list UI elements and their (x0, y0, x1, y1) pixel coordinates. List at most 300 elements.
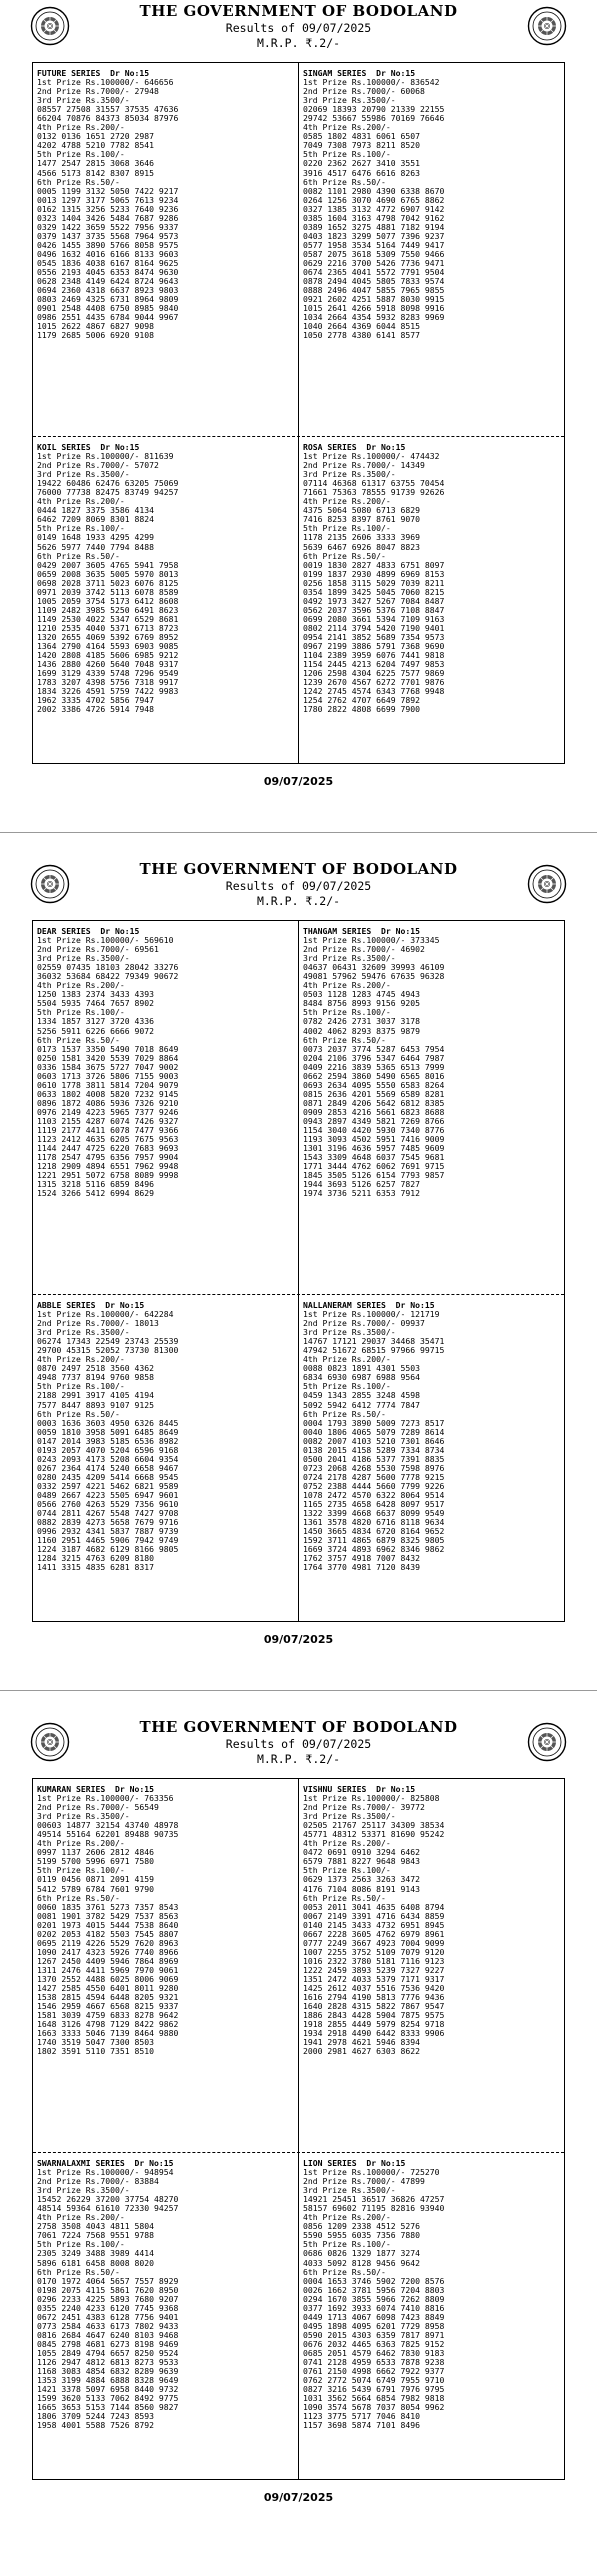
sheet-separator (0, 1690, 597, 1691)
result-line: 0610 1778 3811 5814 7204 9079 (37, 1079, 179, 1090)
result-line: 0827 3216 5439 6791 7976 9795 (303, 2384, 445, 2395)
result-line: 1538 2815 4594 6448 8205 9321 (37, 1992, 179, 2003)
result-line: 1119 2177 4411 6078 7477 9366 (37, 1125, 179, 1136)
result-line: 1764 3770 4981 7120 8439 (303, 1562, 420, 1573)
result-line: 2nd Prize Rs.7000/- 46902 (303, 944, 425, 955)
result-line: 0327 1385 3132 4772 6907 9142 (303, 203, 445, 214)
result-line: 0059 1810 3958 5091 6485 8649 (37, 1426, 179, 1437)
result-line: 1st Prize Rs.100000/- 646656 (37, 77, 174, 88)
result-line: 0628 2348 4149 6424 8724 9643 (37, 276, 179, 287)
footer-date: 09/07/2025 (263, 1633, 334, 1646)
result-line: 1016 2322 3780 5181 7116 9123 (303, 1955, 445, 1966)
result-line: 0577 1958 3534 5164 7449 9417 (303, 239, 445, 250)
results-box (32, 1778, 565, 2480)
result-line: 0005 1199 3132 5050 7422 9217 (37, 185, 179, 196)
result-line: 5th Prize Rs.100/- (303, 523, 391, 534)
result-line: 5th Prize Rs.100/- (37, 1865, 125, 1876)
result-line: 0878 2494 4045 5805 7833 9574 (303, 276, 445, 287)
result-line: 1301 3196 4636 5957 7485 9609 (303, 1143, 445, 1154)
mrp-price: M.R.P. ₹.2/- (256, 894, 341, 908)
result-line: 0040 1806 4065 5079 7289 8614 (303, 1426, 445, 1437)
emblem-right (527, 864, 567, 904)
result-line: 00603 14877 32154 43740 48978 (37, 1820, 179, 1831)
result-line: 0250 1581 3420 5539 7029 8864 (37, 1052, 179, 1063)
result-line: 1962 3335 4702 5856 7947 (37, 695, 154, 706)
result-line: 0724 2178 4287 5600 7778 9215 (303, 1471, 445, 1482)
series-block (303, 443, 561, 714)
result-line: 0816 2684 4647 6240 8103 9468 (37, 2329, 179, 2340)
result-line: 5092 5942 6412 7774 7847 (303, 1399, 420, 1410)
row-divider (33, 1294, 564, 1295)
result-line: 45771 48312 53371 81690 95242 (303, 1829, 445, 1840)
result-line: 4th Prize Rs.200/- (37, 1838, 125, 1849)
result-line: 2758 3508 4043 4811 5804 (37, 2221, 154, 2232)
result-line: 0495 1898 4095 6201 7729 8958 (303, 2320, 445, 2331)
series-block (303, 69, 561, 340)
result-line: 7577 8447 8893 9107 9125 (37, 1399, 154, 1410)
result-line: 4202 4788 5210 7782 8541 (37, 140, 154, 151)
result-line: 49081 57962 59476 67635 96328 (303, 971, 445, 982)
result-line: 7049 7308 7973 8211 8520 (303, 140, 420, 151)
result-line: 0199 1837 2930 4899 6969 8153 (303, 568, 445, 579)
result-line: 1168 3083 4854 6832 8289 9639 (37, 2366, 179, 2377)
result-line: 1364 2790 4164 5593 6903 9085 (37, 641, 179, 652)
series-block (37, 927, 295, 1198)
result-line: 1370 2552 4488 6025 8006 9069 (37, 1973, 179, 1984)
result-line: 1944 3693 5126 6257 7827 (303, 1179, 420, 1190)
result-line: 0147 2014 3983 5185 6536 8982 (37, 1435, 179, 1446)
result-line: 5th Prize Rs.100/- (37, 1007, 125, 1018)
result-line: 0667 2228 3605 4762 6979 8961 (303, 1928, 445, 1939)
result-line: 6th Prize Rs.50/- (37, 1892, 120, 1903)
series-name: ROSA SERIES Dr No:15 (303, 443, 406, 452)
result-line: 0429 2007 3605 4765 5941 7958 (37, 559, 179, 570)
result-line: 0403 1823 3299 5077 7396 9237 (303, 230, 445, 241)
series-block (37, 1785, 295, 2056)
result-line: 1st Prize Rs.100000/- 121719 (303, 1309, 440, 1320)
result-line: 0633 1802 4008 5820 7232 9145 (37, 1088, 179, 1099)
result-line: 1031 3562 5664 6854 7982 9818 (303, 2393, 445, 2404)
result-line: 1783 3207 4398 5756 7318 9917 (37, 677, 179, 688)
series-name: VISHNU SERIES Dr No:15 (303, 1785, 416, 1794)
result-line: 0699 2080 3661 5394 7109 9163 (303, 613, 445, 624)
result-line: 1663 3333 5046 7139 8464 9880 (37, 2028, 179, 2039)
result-line: 6th Prize Rs.50/- (303, 1408, 386, 1419)
result-line: 5504 5935 7464 7657 8902 (37, 998, 154, 1009)
result-line: 0426 1455 3890 5766 8058 9575 (37, 239, 179, 250)
series-block (303, 2159, 561, 2430)
result-line: 0723 2068 4268 5530 7598 8976 (303, 1462, 445, 1473)
result-line: 0389 1652 3275 4881 7182 9194 (303, 221, 445, 232)
result-line: 2nd Prize Rs.7000/- 60068 (303, 86, 425, 97)
result-line: 5590 5955 6035 7356 7880 (303, 2230, 420, 2241)
result-line: 1206 2598 4304 6225 7577 9869 (303, 668, 445, 679)
result-line: 0243 2093 4173 5208 6604 9354 (37, 1453, 179, 1464)
series-name: KOIL SERIES Dr No:15 (37, 443, 140, 452)
row-divider (33, 436, 564, 437)
result-line: 0004 1653 3746 5902 7200 8576 (303, 2275, 445, 2286)
sheet-separator (0, 832, 597, 833)
result-line: 14767 17121 29037 34468 35471 (303, 1336, 445, 1347)
result-line: 6th Prize Rs.50/- (303, 1892, 386, 1903)
result-line: 19422 60486 62476 63205 75069 (37, 478, 179, 489)
result-line: 6834 6930 6987 6988 9564 (303, 1372, 420, 1383)
result-line: 0685 2051 4579 6462 7830 9183 (303, 2347, 445, 2358)
result-line: 0379 1437 3735 5568 7964 9573 (37, 230, 179, 241)
result-line: 0264 1256 3070 4690 6765 8862 (303, 194, 445, 205)
series-name: DEAR SERIES Dr No:15 (37, 927, 140, 936)
series-block (303, 1301, 561, 1572)
result-line: 1179 2685 5006 6920 9108 (37, 330, 154, 341)
result-line: 1311 2476 4411 5969 7970 9061 (37, 1964, 179, 1975)
result-line: 58157 69602 71195 82816 93940 (303, 2203, 445, 2214)
emblem-icon (30, 864, 70, 904)
result-line: 0354 1899 3425 5045 7060 8215 (303, 586, 445, 597)
result-line: 1040 2664 4369 6044 8515 (303, 321, 420, 332)
result-line: 5th Prize Rs.100/- (37, 2239, 125, 2250)
emblem-left (30, 1722, 70, 1762)
result-line: 5199 5700 5996 6971 7580 (37, 1856, 154, 1867)
result-line: 0545 1836 4038 6167 8164 9625 (37, 257, 179, 268)
result-line: 1st Prize Rs.100000/- 725270 (303, 2167, 440, 2178)
result-line: 1218 2909 4894 6551 7962 9948 (37, 1161, 179, 1172)
result-line: 4th Prize Rs.200/- (303, 1354, 391, 1365)
result-line: 1421 3378 5097 6958 8440 9732 (37, 2384, 179, 2395)
result-line: 71661 75363 78555 91739 92626 (303, 487, 445, 498)
result-line: 4948 7737 8194 9760 9858 (37, 1372, 154, 1383)
result-line: 1st Prize Rs.100000/- 474432 (303, 451, 440, 462)
result-line: 1242 2745 4574 6343 7768 9948 (303, 686, 445, 697)
result-line: 1165 2735 4658 6428 8097 9517 (303, 1499, 445, 1510)
result-line: 0067 2149 3391 4716 6434 8859 (303, 1910, 445, 1921)
result-line: 1581 3039 4759 6833 8278 9642 (37, 2010, 179, 2021)
result-line: 2nd Prize Rs.7000/- 09937 (303, 1318, 425, 1329)
result-line: 02505 21767 25117 34309 38534 (303, 1820, 445, 1831)
result-line: 4th Prize Rs.200/- (37, 980, 125, 991)
result-line: 1st Prize Rs.100000/- 373345 (303, 935, 440, 946)
result-line: 0629 1373 2563 3263 3472 (303, 1874, 420, 1885)
result-line: 3rd Prize Rs.3500/- (37, 953, 130, 964)
result-line: 1123 2412 4635 6205 7675 9563 (37, 1134, 179, 1145)
result-line: 0220 2362 2627 3410 3551 (303, 158, 420, 169)
result-line: 0698 2028 3711 5023 6076 8125 (37, 577, 179, 588)
result-line: 3rd Prize Rs.3500/- (37, 1811, 130, 1822)
result-line: 1104 2389 3959 6076 7441 9818 (303, 650, 445, 661)
result-line: 0845 2798 4681 6273 8198 9469 (37, 2338, 179, 2349)
result-line: 6579 7881 8227 9648 9843 (303, 1856, 420, 1867)
result-sheet (30, 0, 567, 805)
result-line: 0741 2128 4959 6533 7878 9238 (303, 2357, 445, 2368)
series-name: FUTURE SERIES Dr No:15 (37, 69, 150, 78)
sheet-header (30, 0, 567, 52)
result-line: 0674 2365 4041 5572 7791 9504 (303, 267, 445, 278)
result-line: 1st Prize Rs.100000/- 811639 (37, 451, 174, 462)
result-line: 0943 2897 4349 5821 7269 8766 (303, 1115, 445, 1126)
result-line: 0026 1662 3781 5956 7204 8803 (303, 2284, 445, 2295)
result-line: 1154 2445 4213 6204 7497 9853 (303, 659, 445, 670)
result-line: 2002 3386 4726 5914 7948 (37, 704, 154, 715)
series-block (303, 927, 561, 1198)
emblem-icon (527, 1722, 567, 1762)
result-line: 1090 3574 5678 7037 8054 9962 (303, 2402, 445, 2413)
result-line: 14921 25451 36517 36826 47257 (303, 2194, 445, 2205)
result-line: 1050 2778 4380 6141 8577 (303, 330, 420, 341)
result-line: 1616 2794 4190 5813 7776 9436 (303, 1992, 445, 2003)
result-line: 7061 7224 7568 9551 9788 (37, 2230, 154, 2241)
result-line: 1015 2622 4867 6827 9098 (37, 321, 154, 332)
emblem-icon (30, 1722, 70, 1762)
result-line: 4th Prize Rs.200/- (303, 1838, 391, 1849)
result-line: 3rd Prize Rs.3500/- (303, 469, 396, 480)
result-line: 3rd Prize Rs.3500/- (37, 1327, 130, 1338)
result-line: 0676 2032 4465 6363 7825 9152 (303, 2338, 445, 2349)
result-line: 0267 2364 4174 5240 6658 9467 (37, 1462, 179, 1473)
result-line: 1126 2947 4812 6813 8273 9533 (37, 2357, 179, 2368)
result-line: 1178 2547 4795 6356 7957 9904 (37, 1152, 179, 1163)
result-line: 1007 2255 3752 5109 7079 9120 (303, 1946, 445, 1957)
column-divider (298, 1779, 299, 2479)
result-line: 4th Prize Rs.200/- (303, 496, 391, 507)
result-line: 1411 3315 4835 6281 8317 (37, 1562, 154, 1573)
result-line: 1154 3040 4420 5930 7340 8776 (303, 1125, 445, 1136)
result-line: 5th Prize Rs.100/- (303, 1007, 391, 1018)
result-line: 47942 51672 68515 97966 99715 (303, 1345, 445, 1356)
result-line: 6th Prize Rs.50/- (303, 176, 386, 187)
result-line: 0752 2388 4444 5660 7799 9226 (303, 1480, 445, 1491)
result-line: 2nd Prize Rs.7000/- 57072 (37, 460, 159, 471)
result-line: 0777 2249 3667 4923 7004 9099 (303, 1937, 445, 1948)
result-line: 3rd Prize Rs.3500/- (37, 95, 130, 106)
result-line: 76000 77738 82475 83749 94257 (37, 487, 179, 498)
result-line: 2nd Prize Rs.7000/- 83884 (37, 2176, 159, 2187)
column-divider (298, 921, 299, 1621)
result-line: 66204 70876 84373 85034 87976 (37, 113, 179, 124)
result-line: 6th Prize Rs.50/- (37, 1034, 120, 1045)
emblem-icon (527, 864, 567, 904)
result-line: 0566 2760 4263 5529 7356 9610 (37, 1499, 179, 1510)
result-line: 4th Prize Rs.200/- (303, 2212, 391, 2223)
result-line: 1436 2880 4260 5640 7048 9317 (37, 659, 179, 670)
result-line: 1802 3591 5110 7351 8510 (37, 2046, 154, 2057)
result-line: 1599 3620 5133 7062 8492 9775 (37, 2393, 179, 2404)
result-line: 0149 1648 1933 4295 4299 (37, 532, 154, 543)
result-line: 8484 8756 8993 9156 9205 (303, 998, 420, 1009)
result-line: 0004 1793 3890 5009 7273 8517 (303, 1417, 445, 1428)
result-line: 1450 3665 4834 6720 8164 9652 (303, 1526, 445, 1537)
result-line: 4th Prize Rs.200/- (37, 2212, 125, 2223)
result-line: 0693 2634 4095 5550 6583 8264 (303, 1079, 445, 1090)
result-line: 0496 1632 4016 6166 8133 9603 (37, 248, 179, 259)
result-sheet (30, 1716, 567, 2521)
result-line: 0013 1297 3177 5065 7613 9234 (37, 194, 179, 205)
result-line: 0694 2360 4318 6637 8923 9803 (37, 285, 179, 296)
result-line: 0562 2037 3596 5376 7108 8847 (303, 604, 445, 615)
result-line: 0762 2772 5074 6749 7955 9710 (303, 2375, 445, 2386)
result-line: 0659 2008 3635 5005 5970 8013 (37, 568, 179, 579)
result-line: 1224 3187 4682 6129 8166 9805 (37, 1544, 179, 1555)
result-line: 5639 6467 6926 8047 8823 (303, 541, 420, 552)
result-line: 0003 1636 3603 4950 6326 8445 (37, 1417, 179, 1428)
result-line: 5th Prize Rs.100/- (303, 2239, 391, 2250)
result-line: 15452 26229 37200 37754 48270 (37, 2194, 179, 2205)
result-line: 0053 2011 3041 4635 6408 8794 (303, 1901, 445, 1912)
result-line: 1157 3698 5874 7101 8496 (303, 2420, 420, 2431)
result-line: 07114 46368 61317 63755 70454 (303, 478, 445, 489)
sheet-header (30, 1716, 567, 1768)
result-line: 5th Prize Rs.100/- (303, 1865, 391, 1876)
result-line: 0088 0823 1891 4301 5503 (303, 1363, 420, 1374)
result-line: 0585 1802 4831 6061 6507 (303, 131, 420, 142)
result-line: 4th Prize Rs.200/- (303, 122, 391, 133)
results-date: Results of 09/07/2025 (225, 879, 372, 893)
result-line: 1762 3757 4918 7007 8432 (303, 1553, 420, 1564)
result-line: 0082 2007 4103 5210 7301 8646 (303, 1435, 445, 1446)
result-line: 0967 2199 3886 5791 7368 9690 (303, 641, 445, 652)
result-line: 1144 2447 4725 6220 7683 9693 (37, 1143, 179, 1154)
result-line: 0871 2849 4206 5642 6812 8385 (303, 1097, 445, 1108)
result-line: 1221 2951 5072 6758 8089 9998 (37, 1170, 179, 1181)
result-line: 0459 1343 2855 3248 4598 (303, 1390, 420, 1401)
result-line: 0587 2075 3618 5309 7550 9466 (303, 248, 445, 259)
result-line: 1353 3199 4884 6888 8328 9649 (37, 2375, 179, 2386)
result-line: 0162 1315 3256 5233 7640 9236 (37, 203, 179, 214)
result-line: 1055 2849 4794 6657 8250 9524 (37, 2347, 179, 2358)
result-line: 1st Prize Rs.100000/- 948954 (37, 2167, 174, 2178)
result-line: 1351 2472 4033 5379 7171 9317 (303, 1973, 445, 1984)
result-line: 0909 2853 4216 5661 6823 8688 (303, 1106, 445, 1117)
sheet-title: THE GOVERNMENT OF BODOLAND (139, 1718, 458, 1736)
result-line: 4033 5092 8128 9456 9642 (303, 2257, 420, 2268)
result-line: 3rd Prize Rs.3500/- (303, 95, 396, 106)
result-line: 2000 2981 4627 6303 8622 (303, 2046, 420, 2057)
result-line: 1780 2822 4808 6699 7900 (303, 704, 420, 715)
results-date: Results of 09/07/2025 (225, 1737, 372, 1751)
result-line: 0888 2496 4047 5855 7965 9855 (303, 285, 445, 296)
result-line: 1648 3126 4798 7129 8422 9862 (37, 2019, 179, 2030)
result-line: 0997 1137 2606 2812 4846 (37, 1847, 154, 1858)
result-line: 1361 3578 4820 6716 8118 9634 (303, 1517, 445, 1528)
emblem-left (30, 864, 70, 904)
result-line: 1222 2459 3893 5239 7327 9227 (303, 1964, 445, 1975)
result-line: 1178 2135 2606 3333 3969 (303, 532, 420, 543)
result-line: 49514 55164 62201 89488 90735 (37, 1829, 179, 1840)
result-line: 29700 45315 52052 73730 81300 (37, 1345, 179, 1356)
result-line: 0896 1872 4086 5936 7326 9210 (37, 1097, 179, 1108)
result-line: 36032 53684 68422 79349 90672 (37, 971, 179, 982)
series-block (37, 1301, 295, 1572)
result-line: 4th Prize Rs.200/- (303, 980, 391, 991)
result-line: 5th Prize Rs.100/- (303, 1381, 391, 1392)
series-name: LION SERIES Dr No:15 (303, 2159, 406, 2168)
result-line: 1160 2951 4465 5906 7942 9749 (37, 1535, 179, 1546)
result-line: 1640 2828 4315 5822 7867 9547 (303, 2001, 445, 2012)
result-line: 1015 2641 4266 5918 8098 9916 (303, 303, 445, 314)
result-line: 0782 2426 2731 3037 3178 (303, 1016, 420, 1027)
result-line: 1103 2155 4287 6074 7426 9327 (37, 1115, 179, 1126)
result-line: 1941 2978 4621 5946 8394 (303, 2037, 420, 2048)
result-line: 0332 2597 4221 5462 6821 9589 (37, 1480, 179, 1491)
result-line: 0082 1101 2980 4390 6338 8670 (303, 185, 445, 196)
result-line: 1834 3226 4591 5759 7422 9983 (37, 686, 179, 697)
result-line: 4375 5064 5080 6713 6829 (303, 505, 420, 516)
result-line: 2nd Prize Rs.7000/- 56549 (37, 1802, 159, 1813)
result-line: 1250 1383 2374 3433 4393 (37, 989, 154, 1000)
result-line: 2nd Prize Rs.7000/- 18013 (37, 1318, 159, 1329)
series-block (303, 1785, 561, 2056)
result-line: 6462 7209 8069 8301 8824 (37, 514, 154, 525)
result-line: 1524 3266 5412 6994 8629 (37, 1188, 154, 1199)
result-line: 4th Prize Rs.200/- (37, 122, 125, 133)
result-line: 1665 3653 5153 7144 8560 9827 (37, 2402, 179, 2413)
result-line: 2nd Prize Rs.7000/- 47899 (303, 2176, 425, 2187)
result-line: 0472 0691 0910 3294 6462 (303, 1847, 420, 1858)
result-line: 0901 2548 4408 6750 8985 9840 (37, 303, 179, 314)
result-line: 4176 7104 8086 8191 9143 (303, 1883, 420, 1894)
result-line: 08557 27508 31557 37535 47636 (37, 104, 179, 115)
result-line: 1427 2585 4550 6401 8011 9280 (37, 1983, 179, 1994)
result-line: 4th Prize Rs.200/- (37, 496, 125, 507)
emblem-right (527, 1722, 567, 1762)
series-name: KUMARAN SERIES Dr No:15 (37, 1785, 154, 1794)
series-block (37, 2159, 295, 2430)
result-line: 7416 8253 8397 8761 9070 (303, 514, 420, 525)
result-line: 0996 2932 4341 5837 7887 9739 (37, 1526, 179, 1537)
result-line: 0193 2057 4070 5204 6596 9168 (37, 1444, 179, 1455)
result-line: 3rd Prize Rs.3500/- (303, 1327, 396, 1338)
result-line: 1239 2670 4567 6272 7701 9876 (303, 677, 445, 688)
result-line: 29742 53667 55986 70169 76646 (303, 113, 445, 124)
result-line: 0629 2216 3700 5426 7736 9471 (303, 257, 445, 268)
result-line: 1958 4001 5588 7526 8792 (37, 2420, 154, 2431)
result-line: 3rd Prize Rs.3500/- (303, 1811, 396, 1822)
result-line: 1974 3736 5211 6353 7912 (303, 1188, 420, 1199)
result-line: 0119 0456 0871 2091 4159 (37, 1874, 154, 1885)
result-line: 6th Prize Rs.50/- (37, 550, 120, 561)
result-line: 0385 1604 3163 4798 7042 9162 (303, 212, 445, 223)
result-line: 4566 5173 8142 8307 8915 (37, 167, 154, 178)
result-line: 1149 2530 4022 5347 6529 8681 (37, 613, 179, 624)
result-line: 02069 18393 20790 21339 22155 (303, 104, 445, 115)
result-line: 0323 1404 3426 5484 7687 9286 (37, 212, 179, 223)
series-name: ABBLE SERIES Dr No:15 (37, 1301, 145, 1310)
result-line: 3rd Prize Rs.3500/- (303, 953, 396, 964)
result-line: 0329 1422 3659 5522 7956 9337 (37, 221, 179, 232)
result-line: 0976 2149 4223 5965 7377 9246 (37, 1106, 179, 1117)
mrp-price: M.R.P. ₹.2/- (256, 36, 341, 50)
result-line: 0409 2216 3839 5365 6513 7999 (303, 1061, 445, 1072)
result-line: 1193 3093 4502 5951 7416 9009 (303, 1134, 445, 1145)
result-line: 1334 1857 3127 3720 4336 (37, 1016, 154, 1027)
result-line: 0202 2053 4182 5503 7545 8807 (37, 1928, 179, 1939)
result-line: 1090 2417 4323 5926 7740 8966 (37, 1946, 179, 1957)
emblem-left (30, 6, 70, 46)
result-line: 04637 06431 32609 39993 46109 (303, 962, 445, 973)
result-line: 06274 17343 22549 23743 25539 (37, 1336, 179, 1347)
results-box (32, 920, 565, 1622)
result-line: 1078 2472 4570 6322 8064 9514 (303, 1489, 445, 1500)
result-line: 5412 5789 6784 7601 9790 (37, 1883, 154, 1894)
result-line: 0695 2119 4226 5529 7620 8963 (37, 1937, 179, 1948)
result-line: 1934 2918 4490 6442 8333 9906 (303, 2028, 445, 2039)
result-line: 1886 2843 4428 5904 7875 9575 (303, 2010, 445, 2021)
sheet-title: THE GOVERNMENT OF BODOLAND (139, 860, 458, 878)
emblem-right (527, 6, 567, 46)
result-line: 0444 1827 3375 3586 4134 (37, 505, 154, 516)
result-line: 0556 2193 4045 6353 8474 9630 (37, 267, 179, 278)
result-line: 0882 2839 4273 5658 7679 9716 (37, 1517, 179, 1528)
sheet-title: THE GOVERNMENT OF BODOLAND (139, 2, 458, 20)
result-line: 1034 2664 4354 5932 8283 9969 (303, 312, 445, 323)
